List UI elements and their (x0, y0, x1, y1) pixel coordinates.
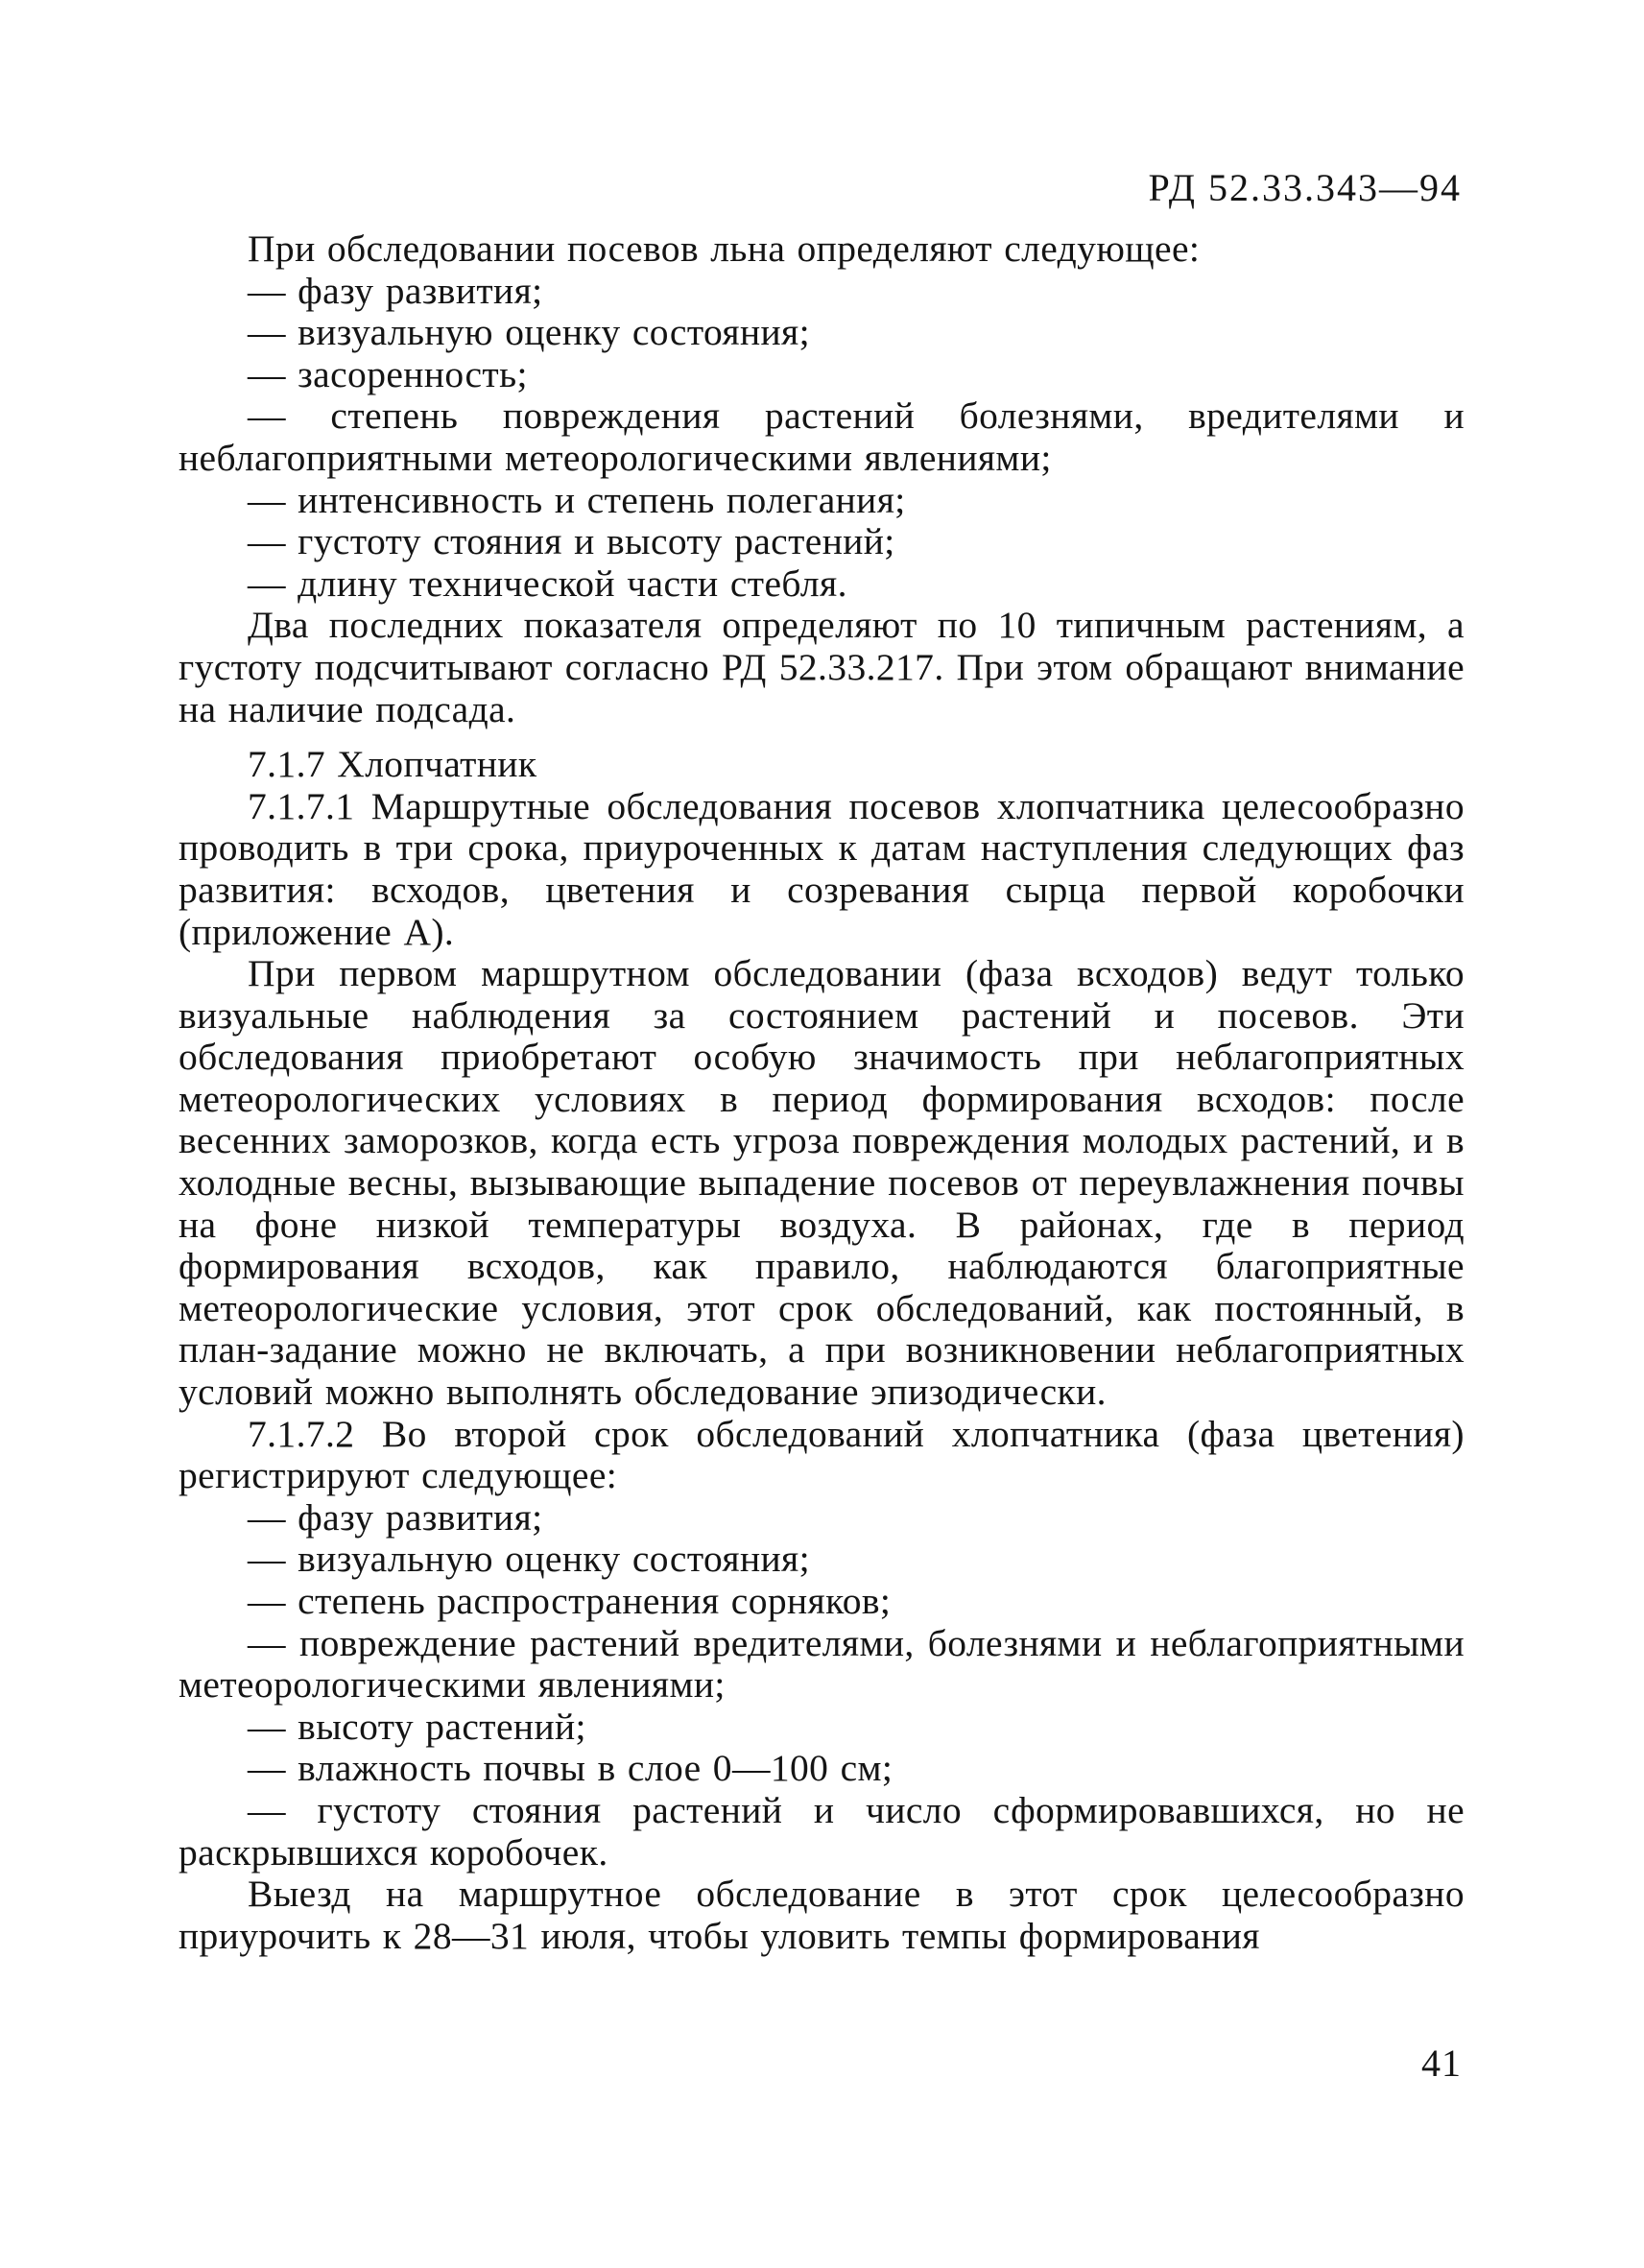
paragraph: При обследовании посевов льна определяют следующее: (248, 227, 1201, 270)
paragraph: Выезд на маршрутное обследование в этот срок целесообразно приурочить к 28—31 июля, чтобы уловить темпы формирования (179, 1873, 1465, 1957)
page-number: 41 (1421, 2041, 1462, 2085)
list-item: — высоту растений; (248, 1705, 586, 1748)
list-item: — длину технической части стебля. (248, 561, 847, 605)
list-item: — визуальную оценку состояния; (248, 1538, 810, 1581)
list-item: — интенсивность и степень полегания; (248, 478, 906, 521)
list-item: — степень повреждения растений болезнями, вредителями и неблагоприятными метеорологическими явлениями; (179, 394, 1465, 479)
list-item: — густоту стояния и высоту растений; (248, 520, 895, 563)
paragraph: 7.1.7.2 Во второй срок обследований хлопчатника (фаза цветения) регистрируют следующее: (179, 1412, 1465, 1497)
list-item: — засоренность; (248, 352, 528, 395)
list-item: — фазу развития; (248, 269, 543, 312)
list-item: — степень распространения сорняков; (248, 1580, 892, 1622)
list-item: — визуальную оценку состояния; (248, 311, 810, 354)
paragraph: 7.1.7.1 Маршрутные обследования посевов хлопчатника целесообразно проводить в три срока, приуроченных к датам наступления следующих фаз развития: всходов, цветения и созревания сырца первой коробочки (приложение А). (179, 784, 1465, 953)
list-item: — густоту стояния растений и число сформировавшихся, но не раскрывшихся коробочек. (179, 1788, 1465, 1874)
paragraph: Два последних показателя определяют по 10 типичным растениям, а густоту подсчитывают согласно РД 52.33.217. При этом обращают внимание на наличие подсада. (179, 604, 1465, 730)
paragraph: При первом маршрутном обследовании (фаза всходов) ведут только визуальные наблюдения за состоянием растений и посевов. Эти обследования приобретают особую значимость при неблагоприятных метеорологических условиях в период формирования всходов: после весенних заморозков, когда есть угроза повреждения молодых растений, и в холодные весны, вызывающие выпадение посевов от переувлажнения почвы на фоне низкой температуры воздуха. В районах, где в период формирования всходов, как правило, наблюдаются благоприятные метеорологические условия, этот срок обследований, как постоянный, в план-задание можно не включать, а при возникновении неблагоприятных условий можно выполнять обследование эпизодически. (179, 952, 1465, 1414)
paragraph: 7.1.7 Хлопчатник (248, 743, 537, 786)
list-item: — повреждение растений вредителями, болезнями и неблагоприятными метеорологическими явлениями; (179, 1621, 1465, 1707)
body-text (179, 228, 1465, 1957)
list-item: — влажность почвы в слое 0—100 см; (248, 1747, 893, 1790)
list-item: — фазу развития; (248, 1495, 543, 1539)
document-code-header: РД 52.33.343—94 (1148, 166, 1462, 209)
